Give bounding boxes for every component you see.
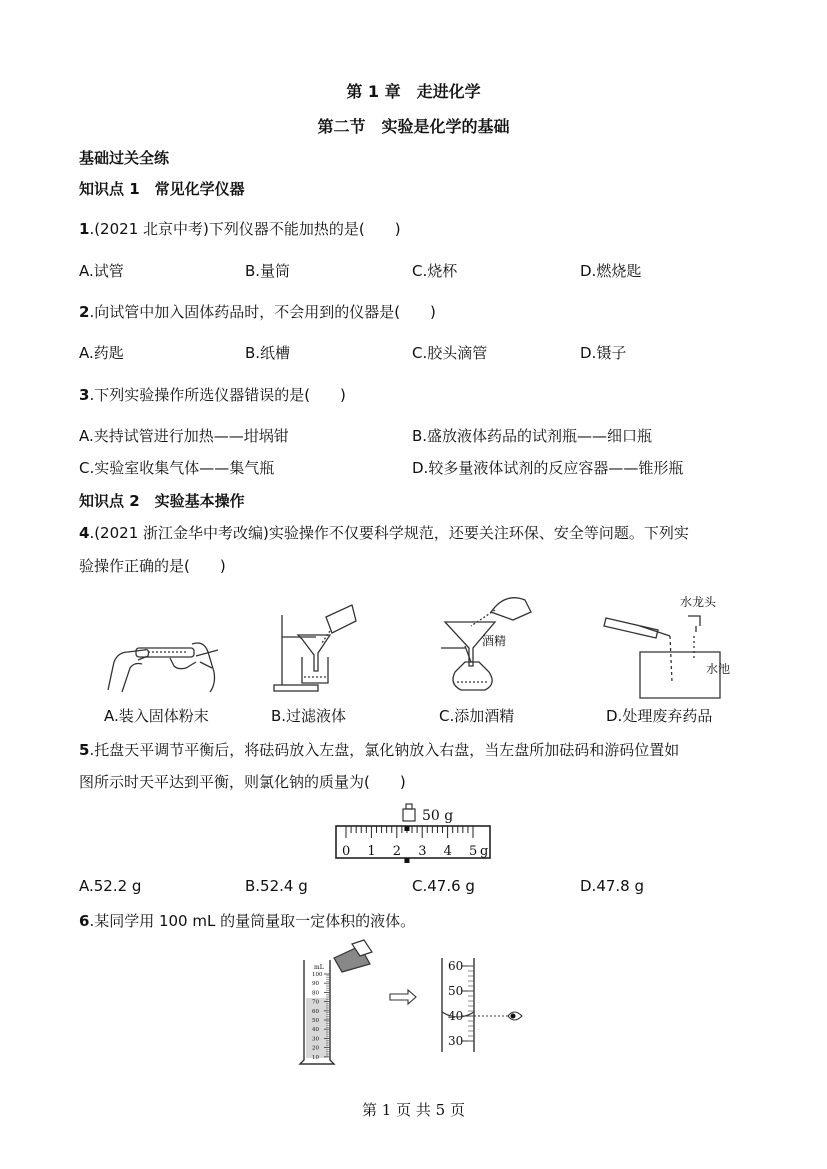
q4-caption-a: A.装入固体粉末	[104, 707, 209, 725]
question-1	[79, 218, 401, 239]
scale-tick-label: 5	[469, 844, 478, 859]
rider-marker-bottom	[404, 858, 409, 863]
eye-icon	[508, 1012, 522, 1020]
rider-marker-top	[404, 826, 409, 831]
zoom-tick-label: 60	[448, 959, 464, 973]
zoom-tick-group	[448, 959, 474, 1048]
scale-tick-label: 4	[443, 844, 452, 859]
question-text: .向试管中加入固体药品时，不会用到的仪器是( )	[89, 303, 436, 321]
knowledge-point-1: 知识点 1 常见化学仪器	[79, 180, 245, 198]
scale-tick-label: 3	[418, 844, 427, 859]
zoom-tick-label: 30	[448, 1034, 464, 1048]
question-number: 4	[79, 524, 90, 542]
question-5	[79, 739, 679, 760]
question-3	[79, 384, 346, 405]
q5-option-b: B.52.4 g	[245, 877, 308, 895]
q2-option-d: D.镊子	[580, 344, 627, 362]
question-text: .某同学用 100 mL 的量筒量取一定体积的液体。	[89, 912, 416, 930]
cylinder-tick-label: 10	[312, 1054, 319, 1061]
q2-option-b: B.纸槽	[245, 344, 291, 362]
knowledge-point-2: 知识点 2 实验基本操作	[79, 492, 245, 510]
q4-caption-c: C.添加酒精	[439, 707, 515, 725]
figure-filter-liquid	[268, 597, 363, 697]
weight-icon	[403, 804, 415, 821]
cylinder-tick-label: 100	[312, 972, 323, 978]
figure-add-powder	[100, 622, 225, 697]
graduated-cylinder	[300, 960, 334, 1064]
q1-option-a: A.试管	[79, 262, 124, 280]
figure-waste-disposal	[600, 600, 730, 700]
q3-option-b: B.盛放液体药品的试剂瓶——细口瓶	[412, 427, 653, 445]
question-text: .下列实验操作所选仪器错误的是( )	[89, 386, 346, 404]
question-4-line2: 验操作正确的是( )	[79, 557, 226, 575]
balance-scale-figure	[330, 800, 500, 868]
cylinder-tick-label: 30	[312, 1036, 319, 1043]
cylinder-tick-label: 60	[312, 1008, 319, 1015]
scale-tick-label: 0	[342, 844, 351, 859]
question-number: 6	[79, 912, 90, 930]
cylinder-unit-label: mL	[314, 964, 324, 971]
q1-option-c: C.烧杯	[412, 262, 458, 280]
section-title: 第二节 实验是化学的基础	[317, 117, 510, 136]
weight-label: 50 g	[422, 808, 454, 824]
q2-option-c: C.胶头滴管	[412, 344, 488, 362]
q3-option-d: D.较多量液体试剂的反应容器——锥形瓶	[412, 459, 684, 477]
question-4	[79, 522, 689, 543]
question-6	[79, 910, 415, 931]
faucet-label: 水龙头	[680, 595, 717, 609]
question-number: 1	[79, 220, 90, 238]
q1-option-b: B.量筒	[245, 262, 291, 280]
cylinder-zoom-view	[442, 958, 522, 1052]
q2-option-a: A.药匙	[79, 344, 124, 362]
scale-unit-label: g	[480, 844, 489, 859]
practice-title: 基础过关全练	[79, 149, 170, 167]
scale-tick-group	[346, 826, 473, 838]
question-2	[79, 301, 436, 322]
scale-bar	[336, 826, 490, 858]
question-number: 2	[79, 303, 90, 321]
q5-option-c: C.47.6 g	[412, 877, 475, 895]
q5-option-d: D.47.8 g	[580, 877, 645, 895]
sink-label: 水池	[706, 662, 731, 676]
q5-option-a: A.52.2 g	[79, 877, 142, 895]
scale-tick-label: 1	[367, 844, 376, 859]
q3-option-a: A.夹持试管进行加热——坩埚钳	[79, 427, 289, 445]
question-number: 3	[79, 386, 90, 404]
cylinder-tick-label: 80	[312, 990, 319, 997]
arrow-right-icon	[390, 990, 416, 1004]
graduated-cylinder-figure	[290, 938, 540, 1070]
zoom-tick-label: 40	[448, 1009, 464, 1023]
question-text: .托盘天平调节平衡后，将砝码放入左盘，氯化钠放入右盘，当左盘所加砝码和游码位置如	[89, 741, 680, 759]
q1-option-d: D.燃烧匙	[580, 262, 642, 280]
question-text: .(2021 北京中考)下列仪器不能加热的是( )	[89, 220, 401, 238]
scale-tick-label: 2	[392, 844, 402, 859]
zoom-tick-label: 50	[448, 984, 464, 998]
question-number: 5	[79, 741, 90, 759]
alcohol-label: 酒精	[482, 634, 507, 648]
q4-caption-d: D.处理废弃药品	[606, 707, 713, 725]
question-5-line2: 图所示时天平达到平衡，则氯化钠的质量为( )	[79, 773, 406, 791]
cylinder-tick-label: 40	[312, 1027, 319, 1034]
scale-label-group	[342, 844, 477, 859]
page-footer: 第 1 页 共 5 页	[362, 1101, 465, 1119]
chapter-title: 第 1 章 走进化学	[346, 82, 481, 101]
q3-option-c: C.实验室收集气体——集气瓶	[79, 459, 275, 477]
cylinder-tick-label: 20	[312, 1045, 319, 1052]
cylinder-tick-label: 50	[312, 1018, 319, 1024]
pouring-bottle-icon	[334, 940, 372, 972]
q4-caption-b: B.过滤液体	[271, 707, 347, 725]
cylinder-tick-label: 70	[312, 999, 319, 1006]
question-text: .(2021 浙江金华中考改编)实验操作不仅要科学规范，还要关注环保、安全等问题。下列实	[89, 524, 689, 542]
cylinder-tick-label: 90	[312, 981, 319, 988]
